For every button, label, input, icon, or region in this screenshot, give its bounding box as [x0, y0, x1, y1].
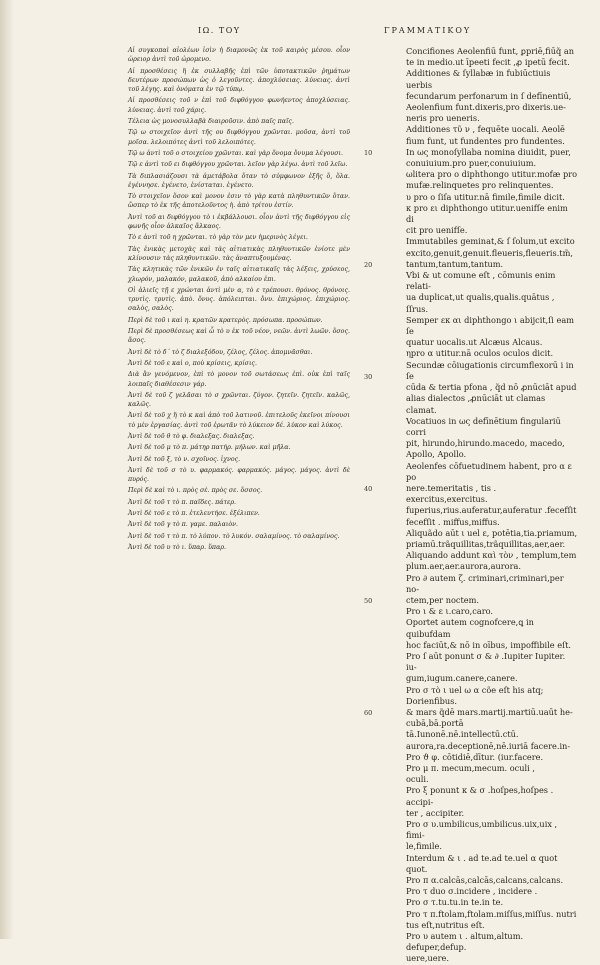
latin-line: Semper εκ αι diphthongo ι abijcit,ſi eam ſe: [406, 314, 574, 337]
latin-line: fuperius,rius.auferatur,auferatur .fecefſit: [406, 505, 577, 516]
latin-line: Pro ſ aūt ponunt σ & ∂ .Iupiter Iupiter. iu-: [406, 650, 566, 673]
latin-line: pit, hirundo,hirundo.macedo, macedo,: [406, 438, 565, 449]
greek-paragraph: Ἀντὶ δὲ τοῦ ε τὸ π. ἐτελευτήσε. ἐξέλιπεν.: [128, 510, 260, 518]
latin-line: Vocatiuos in ως defīnētium fingulariū corri: [406, 415, 561, 437]
latin-line: tus eſt,nutritus eſt.: [406, 919, 485, 930]
greek-paragraph: Περὶ δὲ τοῦ ι καὶ η. κρατῶν κρατερὸς. πρόσωπα. προσώπων.: [128, 316, 323, 324]
latin-line: Aliquando addunt καὶ τὸν , templum,tem: [406, 550, 577, 561]
latin-line: Apollo, Apollo.: [406, 449, 467, 460]
latin-line: Pro π α.calcās,calcās,calcans,calcans.: [406, 875, 564, 886]
greek-paragraph: Ἀντὶ δὲ τοῦ χ ἢ τὸ κ καὶ ἀπὸ τοῦ λατινοῦ. ἐπιτελοῦς ἐκεῖνοι πίνουσι τὸ μὲν ἐργασίας. ἀντὶ τοῦ ἐρωτᾶν τὸ λύκειον δέ. λύκον καὶ λύκος.: [128, 412, 350, 429]
latin-line: ua duplicat,ut qualis,qualis.quātus , ſſrus.: [406, 292, 555, 314]
latin-line: uere,uere.: [406, 953, 449, 964]
latin-line: Pro ϑ φ. cōtidiē,dītur. (iur.facere.: [406, 751, 544, 762]
latin-line: cit pro uenifſe.: [406, 225, 468, 236]
latin-line: fecundarum perfonarum in ſ defīnentiū,: [406, 90, 572, 101]
greek-paragraph: Τῷ ω στοιχεῖον ἀντὶ τῆς ου διφθόγγου χρῶνται. μοῦσα, ἀντὶ τοῦ μοῖσα. λελοιπότες ἀντὶ τοῦ λελοιπότες.: [128, 129, 350, 146]
latin-line: priamū.trãquillitas,trãquillitas,aer,aer.: [406, 538, 566, 549]
header-right: ΓΡΑΜΜΑΤΙΚΟΥ: [384, 26, 472, 35]
latin-line: ter , accipiter.: [406, 807, 465, 818]
latin-line: excito,genuit,genuit.fleueris,fleueris.tm̃,: [406, 247, 573, 258]
greek-paragraph: Ἀντὶ δὲ τοῦ ζ γελᾶσαι τὸ σ χρῶνται. ζύγον. ζητεῖν. ζητεῖν. καλῶς, καλῶς.: [128, 391, 350, 409]
latin-line: Pro ι & ε ι.caro,caro.: [406, 606, 493, 617]
line-number: 60: [364, 708, 373, 717]
latin-line: gum,iugum.canere,canere.: [406, 673, 518, 684]
greek-column: [128, 46, 350, 927]
latin-line: Interdum & ι . ad te.ad te.uel α quot: [406, 852, 558, 863]
greek-paragraph: Αἱ προσθέσεις ἢ ἐκ συλλαβῆς ἐπὶ τῶν ὑποτακτικῶν ῥημάτων δευτέρων προσώπων ὡς ὁ λεγοῦντες. ἀποχλύσειας. λύνειας. ἀντὶ τοῦ λέγης. καὶ ὀνόματα ἐν τῷ τύπῳ.: [128, 67, 350, 94]
line-number: 50: [364, 596, 373, 605]
greek-paragraph: Τὸ στοιχεῖον ὅσον καὶ μονον ἐσιν τὸ γὰρ κατὰ πληθυντικῶν ὅταν. ὥσπερ τὸ ἐκ τῆς ἀποτελοῦντος ἡ. ἀπὸ τρίτου ἐστίν.: [128, 193, 350, 210]
running-header: [0, 26, 600, 40]
latin-line: cubā,bā.portā tā.Iunonē.nē.intellectū.ctū.: [406, 718, 519, 740]
latin-line: Pro σ υ.umbilicus,umbilicus.uix,uix , fimi-: [406, 819, 558, 841]
header-left: ΙΩ. ΤΟΥ: [198, 26, 241, 35]
greek-paragraph: Τῷ ω ἀντὶ τοῦ ο στοιχείου χρῶνται. καὶ γὰρ ὄνομα ὄνυμα λέγουσι.: [128, 149, 344, 157]
greek-paragraph: Τέλεια ὡς μονοσυλλαβὰ διαιροῦσιν. ἀπὸ παῖς παῖς.: [128, 118, 294, 126]
latin-line: Additiones τῦ ν , fequēte uocali. Aeolē: [406, 124, 565, 135]
greek-paragraph: Ἀντὶ δὲ τοῦ τ τὸ π. παῖδες. πάτερ.: [128, 498, 237, 506]
greek-paragraph: Τὰς ἐνικὰς μετοχὰς καὶ τὰς αἰτιατικὰς πληθυντικῶν ἐνίοτε μὲν κλίνουσιν τὰς πληθυντικῶν. τὰς ἀναπτυξουμένας.: [128, 245, 350, 262]
greek-paragraph: Ἀντὶ δὲ τοῦ γ τὸ π. γαμε. παλαιὸν.: [128, 521, 239, 529]
latin-line: & mars q̃dē mars.martij.martiū.uaūt he-: [406, 706, 573, 717]
latin-line: cūda & tertia pfona , q̃d nō ꝓnūciāt apud: [406, 382, 577, 393]
greek-paragraph: Αἱ προσθέσεις τοῦ ν ἐπὶ τοῦ διφθόγγου φωνήεντος ἀποχλύσειας. λύνειας. ἀντὶ τοῦ χάρις.: [128, 97, 350, 114]
greek-paragraph: Οἱ ἀλιεῖς τῇ ε χρώνται ἀντὶ μὲν α, τὸ ε τρέπουσι. θρόνος. θρόνοις. τρυτὶς. τρυτὶς. ἀπὸ. ὄνυς. ἀπόλειπται. ὄνυ. ἐπιχώριος. ἐπιχώριος. σαλὸς, σαλὸς.: [128, 286, 350, 313]
greek-paragraph: Περὶ δὲ καὶ τὸ ι. πρὸς σὲ. πρὸς σε. ὅσσος.: [128, 487, 263, 495]
latin-line: nere.temeritatis , tis . exercitus,exercitus.: [406, 482, 497, 505]
line-number: 30: [364, 372, 373, 381]
line-number: 10: [364, 148, 373, 157]
greek-paragraph: Αἱ συγκοπαὶ αἰολέων ἰσὶν ἠ διαμονῶς ἐκ τοῦ καιρὸς μέσου. οἷον ὠρειορ ἀντὶ τοῦ ὡρομενο.: [128, 47, 350, 64]
greek-paragraph: Ἀντὶ τοῦ αι διφθόγγου τὸ ι ἐκβάλλουσι. οἷον ἀντὶ τῆς διφθόγγου εἰς φωνῆς οἷον ἀλκαῖος ἄλκαος.: [128, 213, 350, 231]
greek-paragraph: Ἀντὶ δὲ τοῦ ε καὶ ο, ποὺ κρίσεις, κρίσις.: [128, 359, 257, 367]
latin-line: Pro τ duo σ.incidere , incidere .: [406, 886, 538, 897]
latin-line: fecefſit . miffus,miffus.: [406, 516, 500, 527]
latin-line: Pro σ τὸ ι uel ω α cõe eſt his atq; Dorienfibus.: [406, 684, 544, 706]
latin-line: plum.aer,aer.aurora,aurora.: [406, 561, 521, 572]
greek-paragraph: Τῷ ε ἀντὶ τοῦ ει διφθόγγου χρῶνται. λεῖον γὰρ λέγω. ἀντὶ τοῦ λεῖω.: [128, 161, 348, 169]
latin-line: fium funt, ut fundentes pro fundentes.: [406, 135, 565, 146]
latin-line: ηpro α utitur.nā oculos oculos dicit.: [406, 348, 554, 359]
latin-line: Pro σ τ.tu.tu.in te.in te.: [406, 897, 504, 908]
line-number: 40: [364, 484, 373, 493]
latin-line: Concifiones Aeolenfiū funt, ꝑpriē,fiūq̃ an: [406, 46, 574, 56]
greek-paragraph: Ἀντὶ δὲ τοῦ μ τὸ π. μάτηρ πατήρ. μήλων. καὶ μῆλα.: [128, 444, 291, 452]
page-gutter-shadow: [0, 0, 14, 939]
latin-line: hoc faciūt,& nō in oībus, impoffibile eſt.: [406, 639, 572, 650]
greek-paragraph: Τὰ διπλασιάζουσι τὰ ἀμετάβολα ὅταν τὸ σύμφωνον ἐξῆς ὅ, ὅλα. ἐγέννησε. ἐγένετο, ἐνίσταται. ἐγένετο.: [128, 172, 350, 189]
latin-line: alias dialectos ,ꝓnūciāt ut clamas clamat.: [406, 393, 546, 415]
latin-line: κ pro ει diphthongo utitur.uenifſe enim di: [406, 202, 568, 225]
greek-paragraph: Περὶ δὲ προσθέσεως καὶ ὧ τὸ υ ἐκ τοῦ νέον, νεῶν. ἀντὶ λωῶν. ὅσος. ἄσος.: [128, 328, 350, 345]
latin-line: neris pro ueneris.: [406, 113, 480, 124]
latin-column: [406, 46, 578, 964]
latin-line: Pro ξ ponunt κ & σ .hoſpes,hoſpes . accipi-: [406, 785, 554, 807]
latin-line: tantum,tantum,tantum.: [406, 258, 504, 269]
latin-line: te in medio.ut īpeeti fecit ,ꝓ ipetū fecit.: [406, 57, 570, 68]
line-number-margin: [364, 0, 388, 939]
latin-line: Pro υ autem ι . altum,altum. defuper,defup.: [406, 931, 524, 953]
latin-line: Vbi & ut comune eſt , cōmunis enim relati-: [406, 270, 556, 292]
greek-paragraph: Τὸ ε ἀντὶ τοῦ η χρῶνται. τὸ γὰρ τὸν μεν ἡμερινὸς λέγει.: [128, 234, 308, 242]
latin-line: Aeolenfium funt.dixeris,pro dixeris.ue-: [406, 102, 566, 113]
latin-line: ωlitera pro ο diphthongo utitur.mofæ pro: [406, 169, 578, 180]
latin-line: Secundæ cōiugationis circumflexorū i in ſe: [406, 359, 574, 381]
latin-line: aurora,ra.deceptionē,nē.iuriā facere.in-: [406, 740, 571, 751]
latin-line: conuiuium.pro puer,conuiuium.: [406, 158, 537, 169]
greek-paragraph: Τὰς κλητικὰς τῶν ἑνικῶν ἐν ταῖς αἰτιατικαῖς τὰς λέξεις, χρύσεος, χλωρόν, μαλακόν, μαλακοῦ, ἀπὸ αλκαίου ἐπι.: [128, 266, 350, 283]
latin-line: In ως monoſyllaba nomina diuidit, puer,: [406, 146, 571, 157]
latin-line: ctem,per noctem.: [406, 594, 479, 605]
latin-line: Immutabiles geminat,& ſ ſolum,ut excito: [406, 236, 575, 247]
latin-line: Pro ∂ autem ζ. criminari,criminari,per no-: [406, 572, 564, 594]
greek-paragraph: Ἀντὶ δὲ τοῦ θ τὸ φ. διαλεξας. διαλεξας.: [128, 432, 255, 440]
latin-line: le,fimile.: [406, 841, 442, 852]
line-number: 20: [364, 260, 373, 269]
latin-line: Pro μ π. mecum,mecum. oculi ,: [406, 763, 535, 773]
latin-line: Pro τ π.ftolam,ftolam.miſſus,miſſus. nutri: [406, 908, 577, 919]
greek-paragraph: Ἀντὶ δὲ τοῦ σ τὸ υ. φαρμακός. φαρμακός. μάγος. μάγος. ἀντὶ δὲ πυρός.: [128, 466, 350, 484]
latin-line: quot.: [406, 863, 428, 874]
greek-paragraph: Ἀντὶ δὲ τοῦ ξ, τὸ ν. σχοῖνος. ἰχνος.: [128, 455, 241, 463]
latin-line: Aliquãdo aūt ι uel ε, potētia,tia.priamum,: [406, 527, 578, 538]
latin-line: Aeolenfes cōfuetudinem habent, pro α ε po: [406, 460, 572, 482]
latin-line: oculi.: [406, 774, 429, 785]
latin-line: quatur uocalis.ut Alcæus Alcaus.: [406, 337, 543, 348]
latin-line: Additiones & ſyllabæ in fubiūctiuis uerbis: [406, 68, 551, 90]
greek-paragraph: Ἀντὶ δὲ τὸ δ΄ τὸ ζ διαλεξόδου, ζέλος, ζέλος. ἀπομνᾶσθαι.: [128, 348, 313, 356]
latin-line: Oportet autem cognofcere,ꝗ in quibufdam: [406, 617, 534, 639]
latin-line: υ pro ο ſiſa utitur.nā fimile,fimile dicit.: [406, 191, 565, 202]
greek-paragraph: Ἀντὶ δὲ τοῦ τ τὸ π. τὸ λύπον. τὸ λυκόν. σαλαμίνος. τὸ σαλαμίνος.: [128, 532, 340, 540]
greek-paragraph: Ἀντὶ δὲ τοῦ υ τὸ ι. ὕπαρ. ὕπαρ.: [128, 543, 227, 551]
greek-paragraph: Διὰ ἂν γενόμενον, ἐπὶ τὸ μονον τοῦ σωτάσεως ἐπὶ. οὐκ ἐπὶ ταῖς λοιπαῖς διαθέσεσιν γάρ.: [128, 371, 350, 388]
latin-line: mufæ.relinquetes pro relinquentes.: [406, 180, 554, 191]
